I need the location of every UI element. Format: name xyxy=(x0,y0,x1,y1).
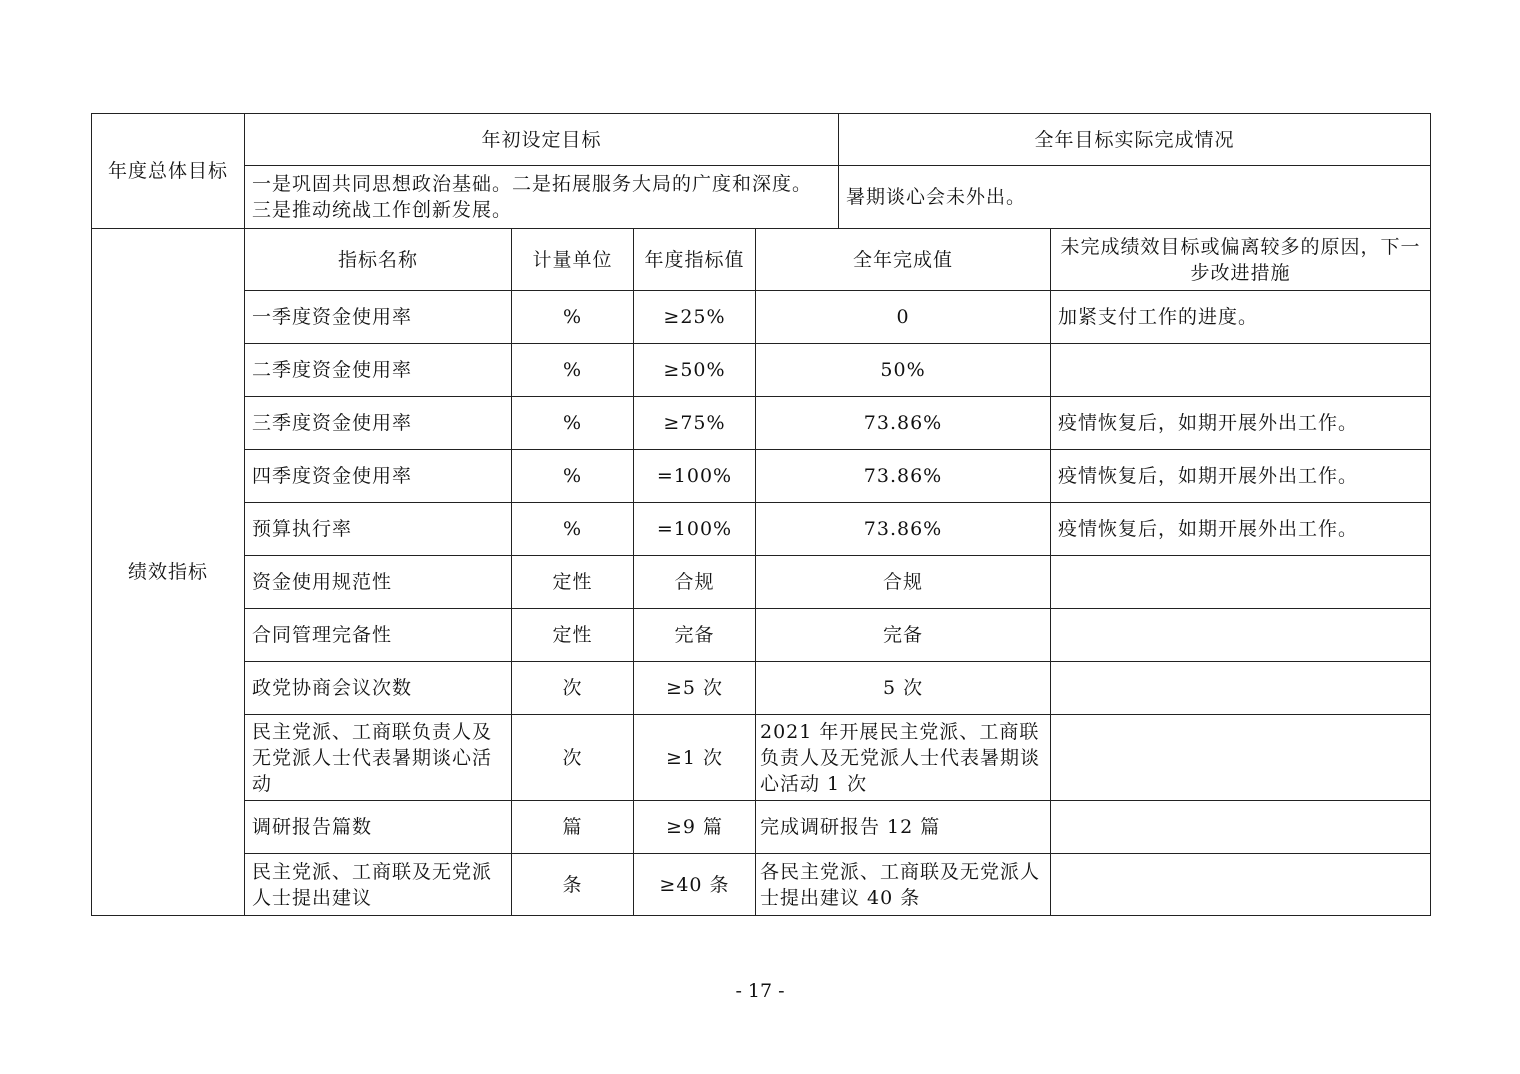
indicator-target: ≥75% xyxy=(634,397,756,450)
indicator-unit: 次 xyxy=(512,662,634,715)
indicator-reason: 疫情恢复后，如期开展外出工作。 xyxy=(1051,397,1431,450)
indicator-name: 二季度资金使用率 xyxy=(245,344,512,397)
header-reason: 未完成绩效目标或偏离较多的原因，下一步改进措施 xyxy=(1051,229,1431,291)
actual-completion-header: 全年目标实际完成情况 xyxy=(839,114,1431,166)
initial-goal-header: 年初设定目标 xyxy=(245,114,839,166)
header-unit: 计量单位 xyxy=(512,229,634,291)
indicator-actual: 0 xyxy=(756,291,1051,344)
indicator-reason xyxy=(1051,715,1431,801)
indicator-actual: 2021 年开展民主党派、工商联负责人及无党派人士代表暑期谈心活动 1 次 xyxy=(756,715,1051,801)
table-row xyxy=(92,609,1431,662)
table-row xyxy=(92,397,1431,450)
indicator-target: ≥40 条 xyxy=(634,854,756,916)
indicator-actual: 完成调研报告 12 篇 xyxy=(756,801,1051,854)
indicator-target: ≥50% xyxy=(634,344,756,397)
table-row xyxy=(92,291,1431,344)
indicator-actual: 50% xyxy=(756,344,1051,397)
indicator-name: 一季度资金使用率 xyxy=(245,291,512,344)
indicator-reason xyxy=(1051,344,1431,397)
indicator-actual: 完备 xyxy=(756,609,1051,662)
table-row xyxy=(92,662,1431,715)
indicator-reason: 加紧支付工作的进度。 xyxy=(1051,291,1431,344)
table-row xyxy=(92,801,1431,854)
indicator-unit: 次 xyxy=(512,715,634,801)
indicator-name: 预算执行率 xyxy=(245,503,512,556)
page-number: - 17 - xyxy=(735,980,785,1002)
table-row xyxy=(92,556,1431,609)
indicator-name: 四季度资金使用率 xyxy=(245,450,512,503)
indicator-reason xyxy=(1051,854,1431,916)
indicator-target: 完备 xyxy=(634,609,756,662)
header-annual-target: 年度指标值 xyxy=(634,229,756,291)
indicator-unit: % xyxy=(512,397,634,450)
table-row xyxy=(92,503,1431,556)
indicator-reason: 疫情恢复后，如期开展外出工作。 xyxy=(1051,503,1431,556)
table-row xyxy=(92,854,1431,916)
indicator-unit: % xyxy=(512,344,634,397)
indicator-name: 合同管理完备性 xyxy=(245,609,512,662)
overall-goal-label: 年度总体目标 xyxy=(92,114,245,229)
indicator-name: 政党协商会议次数 xyxy=(245,662,512,715)
indicator-unit: % xyxy=(512,291,634,344)
indicator-target: =100% xyxy=(634,503,756,556)
indicator-name: 三季度资金使用率 xyxy=(245,397,512,450)
indicator-unit: 条 xyxy=(512,854,634,916)
indicator-actual: 73.86% xyxy=(756,450,1051,503)
indicator-reason xyxy=(1051,609,1431,662)
indicator-actual: 73.86% xyxy=(756,503,1051,556)
indicator-name: 民主党派、工商联及无党派人士提出建议 xyxy=(245,854,512,916)
indicator-name: 调研报告篇数 xyxy=(245,801,512,854)
performance-table xyxy=(91,113,1431,916)
indicator-name: 民主党派、工商联负责人及无党派人士代表暑期谈心活动 xyxy=(245,715,512,801)
indicator-reason xyxy=(1051,801,1431,854)
indicator-target: =100% xyxy=(634,450,756,503)
indicator-name: 资金使用规范性 xyxy=(245,556,512,609)
indicator-unit: % xyxy=(512,503,634,556)
indicator-target: ≥9 篇 xyxy=(634,801,756,854)
indicator-target: ≥1 次 xyxy=(634,715,756,801)
header-indicator-name: 指标名称 xyxy=(245,229,512,291)
table-row xyxy=(92,344,1431,397)
indicator-actual: 73.86% xyxy=(756,397,1051,450)
indicator-target: 合规 xyxy=(634,556,756,609)
performance-indicators-label: 绩效指标 xyxy=(92,229,245,916)
indicator-unit: 篇 xyxy=(512,801,634,854)
indicator-reason: 疫情恢复后，如期开展外出工作。 xyxy=(1051,450,1431,503)
indicator-target: ≥5 次 xyxy=(634,662,756,715)
indicator-actual: 合规 xyxy=(756,556,1051,609)
table-row xyxy=(92,450,1431,503)
indicator-reason xyxy=(1051,556,1431,609)
indicator-unit: 定性 xyxy=(512,609,634,662)
initial-goal-text: 一是巩固共同思想政治基础。二是拓展服务大局的广度和深度。三是推动统战工作创新发展。 xyxy=(245,166,839,229)
header-annual-actual: 全年完成值 xyxy=(756,229,1051,291)
indicator-target: ≥25% xyxy=(634,291,756,344)
indicator-unit: % xyxy=(512,450,634,503)
indicator-actual: 5 次 xyxy=(756,662,1051,715)
table-row xyxy=(92,715,1431,801)
indicator-unit: 定性 xyxy=(512,556,634,609)
actual-completion-text: 暑期谈心会未外出。 xyxy=(839,166,1431,229)
indicator-actual: 各民主党派、工商联及无党派人士提出建议 40 条 xyxy=(756,854,1051,916)
indicator-reason xyxy=(1051,662,1431,715)
